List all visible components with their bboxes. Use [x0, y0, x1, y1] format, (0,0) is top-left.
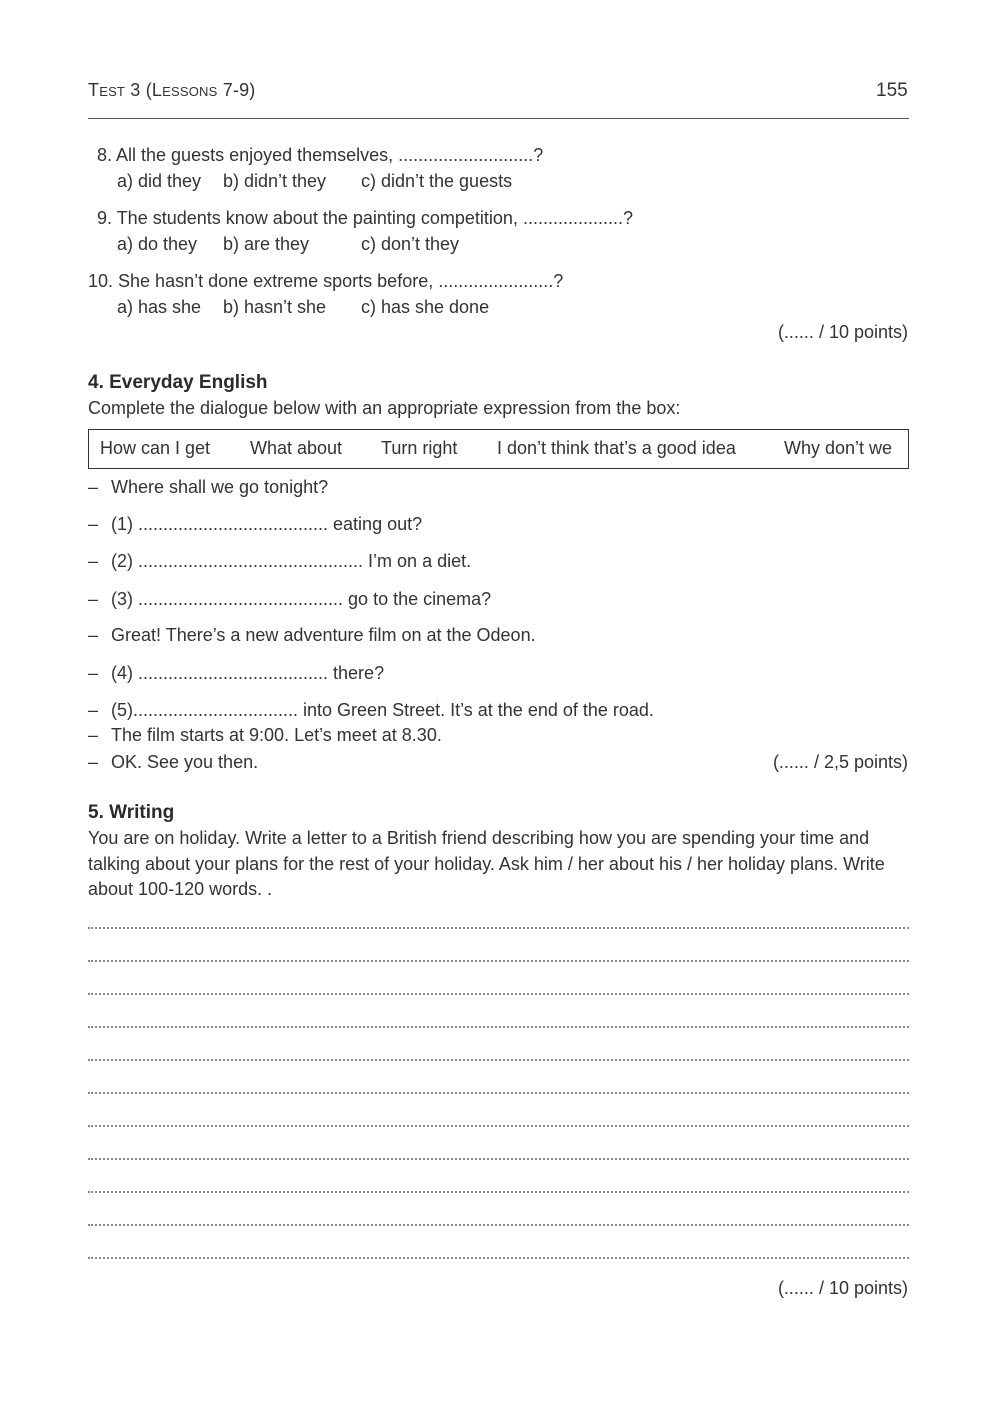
expression-why-dont-we: Why don’t we	[784, 438, 893, 458]
writing-answer-line[interactable]	[88, 1092, 909, 1094]
dialogue-line	[88, 551, 471, 572]
dialogue-dash: –	[88, 589, 99, 609]
dialogue-text: (4) ...................................... there?	[111, 663, 385, 683]
dialogue-text: The film starts at 9:00. Let’s meet at 8.30.	[111, 725, 442, 745]
question-8-option-b: b) didn’t they	[223, 171, 327, 191]
section4-instruction: Complete the dialogue below with an appropriate expression from the box:	[88, 398, 681, 418]
writing-answer-line[interactable]	[88, 1059, 909, 1061]
question-8-option-c: c) didn’t the guests	[361, 171, 513, 191]
dialogue-dash: –	[88, 477, 99, 497]
section4-points: (...... / 2,5 points)	[772, 752, 908, 772]
test-title: Test 3	[88, 80, 141, 100]
question-9-option-c: c) don’t they	[361, 234, 460, 254]
writing-answer-line[interactable]	[88, 1158, 909, 1160]
dialogue-line	[88, 589, 491, 610]
section5-instruction: You are on holiday. Write a letter to a British friend describing how you are spending your time and talking about your plans for the rest of your holiday. Ask him / her about his / her holiday plans. Write about 100-120 words. .	[88, 828, 885, 899]
section3-points: (...... / 10 points)	[777, 322, 908, 342]
dialogue-line	[88, 725, 442, 746]
dialogue-text: (3) ......................................... go to the cinema?	[111, 589, 492, 609]
dialogue-dash: –	[88, 752, 99, 772]
dialogue-text: Great! There’s a new adventure film on at the Odeon.	[111, 625, 536, 645]
writing-answer-line[interactable]	[88, 1257, 909, 1259]
question-8-stem: 8. All the guests enjoyed themselves, ...........................?	[97, 145, 544, 165]
question-9-option-a: a) do they	[117, 234, 198, 254]
dialogue-line	[88, 752, 258, 773]
dialogue-line	[88, 477, 328, 498]
dialogue-dash: –	[88, 700, 99, 720]
dialogue-text: OK. See you then.	[111, 752, 259, 772]
dialogue-text: Where shall we go tonight?	[111, 477, 329, 497]
page-header-title	[88, 80, 256, 101]
question-10-stem: 10. She hasn’t done extreme sports before, .......................?	[88, 271, 564, 291]
expression-box	[88, 429, 909, 469]
header-divider	[88, 118, 909, 119]
writing-answer-line[interactable]	[88, 960, 909, 962]
section5-points: (...... / 10 points)	[777, 1278, 908, 1298]
section4-title: 4. Everyday English	[88, 372, 268, 393]
dialogue-line	[88, 625, 536, 646]
writing-answer-line[interactable]	[88, 1224, 909, 1226]
dialogue-text: (5)................................. into Green Street. It’s at the end of the road.	[111, 700, 654, 720]
dialogue-line	[88, 663, 384, 684]
question-9-stem: 9. The students know about the painting competition, ....................?	[97, 208, 633, 228]
dialogue-dash: –	[88, 514, 99, 534]
writing-answer-line[interactable]	[88, 1191, 909, 1193]
section5-title: 5. Writing	[88, 802, 175, 823]
dialogue-dash: –	[88, 663, 99, 683]
question-10-option-b: b) hasn’t she	[223, 297, 327, 317]
dialogue-line	[88, 514, 422, 535]
question-9-option-b: b) are they	[223, 234, 310, 254]
dialogue-text: (2) ............................................. I’m on a diet.	[111, 551, 472, 571]
dialogue-text: (1) ...................................... eating out?	[111, 514, 423, 534]
expression-what-about: What about	[250, 438, 343, 458]
question-10-option-a: a) has she	[117, 297, 202, 317]
dialogue-dash: –	[88, 625, 99, 645]
page-number: 155	[876, 80, 908, 101]
question-10-option-c: c) has she done	[361, 297, 490, 317]
writing-answer-line[interactable]	[88, 1026, 909, 1028]
dialogue-line	[88, 700, 654, 721]
expression-how-can-i-get: How can I get	[100, 438, 211, 458]
expression-turn-right: Turn right	[381, 438, 458, 458]
question-8-option-a: a) did they	[117, 171, 202, 191]
lessons-range: (Lessons 7-9)	[145, 80, 256, 100]
writing-answer-line[interactable]	[88, 993, 909, 995]
dialogue-dash: –	[88, 551, 99, 571]
dialogue-dash: –	[88, 725, 99, 745]
expression-not-good-idea: I don’t think that’s a good idea	[497, 438, 736, 458]
writing-answer-line[interactable]	[88, 927, 909, 929]
writing-answer-line[interactable]	[88, 1125, 909, 1127]
